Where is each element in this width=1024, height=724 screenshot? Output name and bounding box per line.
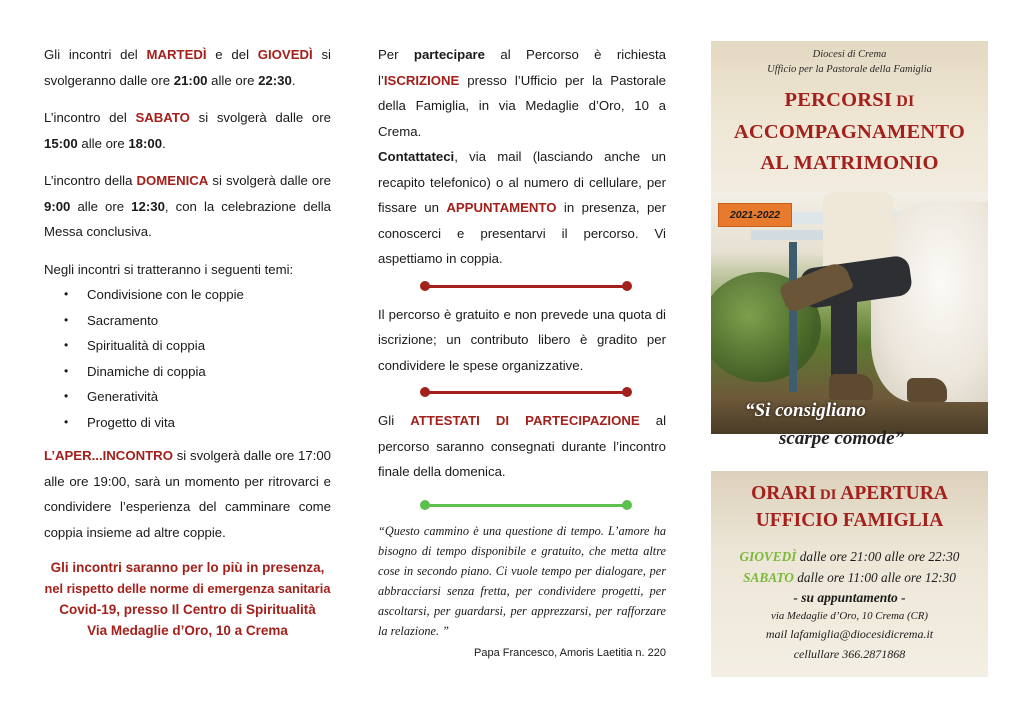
topics-list (44, 282, 331, 435)
list-item: • Dinamiche di coppia (44, 359, 331, 385)
schedule-saturday: L’incontro del SABATO si svolgerà dalle ore 15:00 alle ore 18:00. (44, 110, 331, 151)
list-item: • Sacramento (44, 308, 331, 334)
office-hours: GIOVEDÌ dalle ore 21:00 alle ore 22:30 SABATO dalle ore 11:00 alle ore 12:30 (739, 549, 960, 585)
year-badge: 2021-2022 (718, 203, 792, 227)
office-address: via Medaglie d’Oro, 10 Crema (CR) (771, 610, 928, 622)
diocese-name: Diocesi di Crema (812, 49, 887, 60)
divider-red-2 (378, 382, 666, 402)
presence-notice: Gli incontri saranno per lo più in presenza, nel rispetto delle norme di emergenza sanitaria Covid-19, presso Il Centro di Spiritualità Via Medaglie d’Oro, 10 a Crema (44, 560, 331, 638)
pope-quote: “Questo cammino è una questione di tempo. L’amore ha bisogno di tempo disponibile e gratuito, che metta altre cose in secondo piano. Ci vuole tempo per dialogare, per abbracciarsi senza fretta, per condividere progetti, per ascoltarsi, per guardarsi, per apprezzarsi, per rafforzare la relazione. ” (378, 523, 666, 638)
page-title: PERCORSI DI ACCOMPAGNAMENTO AL MATRIMONIO (733, 89, 966, 174)
schedule-weekdays: Gli incontri del MARTEDÌ e del GIOVEDÌ si svolgeranno dalle ore 21:00 alle ore 22:30. (44, 47, 331, 88)
list-item: • Spiritualità di coppia (44, 333, 331, 359)
certificates-text: Gli ATTESTATI DI PARTECIPAZIONE al percorso saranno consegnati durante l’incontro finale della domenica. (378, 413, 667, 479)
list-item: • Generatività (44, 384, 331, 410)
list-item: • Progetto di vita (44, 410, 331, 436)
office-hours-box (711, 471, 988, 677)
couple-photo (711, 192, 988, 434)
schedule-sunday: L’incontro della DOMENICA si svolgerà dalle ore 9:00 alle ore 12:30, con la celebrazione della Messa conclusiva. (44, 173, 331, 239)
office-email: mail lafamiglia@diocesidicrema.it (765, 627, 934, 641)
column-middle (378, 42, 666, 659)
contact-text: Contattateci, via mail (lasciando anche un recapito telefonico) o al numero di cellulare, per fissare un APPUNTAMENTO in presenza, per conoscerci e presentarvi il percorso. Vi aspettiamo in coppia. (378, 149, 667, 266)
topics-intro: Negli incontri si tratteranno i seguenti temi: (44, 261, 294, 277)
slogan-line-2: scarpe comode” (779, 428, 905, 449)
list-item: • Condivisione con le coppie (44, 282, 331, 308)
office-hours-title: ORARI DI APERTURA UFFICIO FAMIGLIA (751, 483, 948, 531)
office-name: Ufficio per la Pastorale della Famiglia (767, 64, 932, 75)
column-left (44, 42, 331, 641)
appointment-note: - su appuntamento - (793, 590, 906, 605)
cover-header (711, 41, 988, 192)
divider-red-1 (378, 276, 666, 296)
column-cover (711, 41, 988, 677)
quote-source: Papa Francesco, Amoris Laetitia n. 220 (474, 646, 666, 659)
aper-incontro-text: L’APER...INCONTRO si svolgerà dalle ore 17:00 alle ore 19:00, sarà un momento per ritrovarci e condividere l’esperienza del camminare come coppia insieme ad altre coppie. (44, 448, 331, 540)
office-phone: cellullare 366.2871868 (793, 647, 906, 661)
cost-text: Il percorso è gratuito e non prevede una quota di iscrizione; un contributo libero è gradito per condividere le spese organizzative. (378, 306, 666, 373)
divider-green (378, 495, 666, 515)
slogan-line-1: “Si consigliano (745, 400, 866, 421)
registration-text: Per partecipare al Percorso è richiesta l’ISCRIZIONE presso l’Ufficio per la Pastorale della Famiglia, in via Medaglie d’Oro, 10 a Crema. (378, 47, 666, 139)
